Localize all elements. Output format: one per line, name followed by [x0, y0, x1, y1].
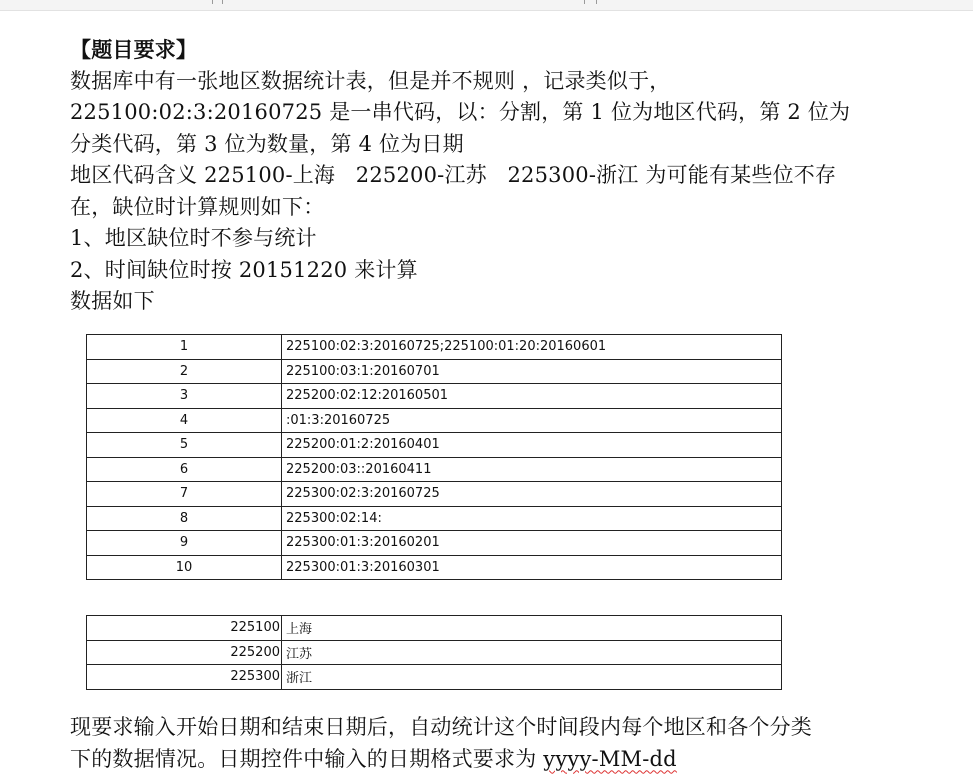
records-table — [86, 334, 782, 580]
date-format-text: yyyy-MM-dd — [543, 746, 677, 771]
record-value: 225200:01:2:20160401 — [282, 433, 782, 458]
table-row — [87, 640, 782, 665]
table-row — [87, 555, 782, 580]
table-row — [87, 433, 782, 458]
record-value: 225200:02:12:20160501 — [282, 384, 782, 409]
ruler-tick — [212, 0, 213, 4]
region-name: 浙江 — [282, 665, 782, 690]
table-row — [87, 359, 782, 384]
ruler-bar — [0, 0, 973, 11]
closing-line-prefix: 下的数据情况。日期控件中输入的日期格式要求为 — [70, 746, 544, 771]
table-row — [87, 506, 782, 531]
record-value: 225300:01:3:20160301 — [282, 555, 782, 580]
region-code: 225100 — [87, 616, 282, 641]
record-value: 225100:03:1:20160701 — [282, 359, 782, 384]
region-code: 225200 — [87, 640, 282, 665]
record-id: 8 — [87, 506, 282, 531]
table-row — [87, 665, 782, 690]
record-id: 6 — [87, 457, 282, 482]
table-row — [87, 457, 782, 482]
table-row — [87, 384, 782, 409]
ruler-tick — [222, 0, 223, 4]
table-row — [87, 616, 782, 641]
intro-line: 地区代码含义 225100-上海 225200-江苏 225300-浙江 为可能有某些位不存 — [70, 163, 837, 187]
intro-line: 2、时间缺位时按 20151220 来计算 — [70, 257, 418, 282]
region-name: 上海 — [282, 616, 782, 641]
record-id: 10 — [87, 555, 282, 580]
table-row — [87, 482, 782, 507]
closing-paragraph — [70, 712, 950, 775]
record-id: 7 — [87, 482, 282, 507]
table-row — [87, 531, 782, 556]
record-id: 2 — [87, 359, 282, 384]
record-id: 4 — [87, 408, 282, 433]
record-value: 225100:02:3:20160725;225100:01:20:20160601 — [282, 335, 782, 360]
closing-line: 现要求输入开始日期和结束日期后，自动统计这个时间段内每个地区和各个分类 — [70, 715, 812, 739]
intro-line: 在，缺位时计算规则如下： — [70, 194, 325, 219]
intro-line: 数据库中有一张地区数据统计表，但是并不规则 ，记录类似于， — [70, 68, 671, 93]
record-id: 1 — [87, 335, 282, 360]
region-code: 225300 — [87, 665, 282, 690]
closing-line — [70, 744, 950, 776]
record-value: :01:3:20160725 — [282, 408, 782, 433]
ruler-tick — [596, 0, 597, 4]
record-value: 225200:03::20160411 — [282, 457, 782, 482]
record-value: 225300:02:3:20160725 — [282, 482, 782, 507]
section-heading: 【题目要求】 — [70, 37, 198, 62]
record-id: 5 — [87, 433, 282, 458]
record-id: 9 — [87, 531, 282, 556]
intro-line: 1、地区缺位时不参与统计 — [70, 226, 317, 250]
region-table — [86, 615, 782, 690]
document-body — [70, 34, 950, 318]
ruler-tick — [584, 0, 585, 4]
record-value: 225300:01:3:20160201 — [282, 531, 782, 556]
table-row — [87, 408, 782, 433]
intro-line: 数据如下 — [70, 289, 155, 313]
record-id: 3 — [87, 384, 282, 409]
table-row — [87, 335, 782, 360]
intro-line: 225100:02:3:20160725 是一串代码，以：分割，第 1 位为地区代码，第 2 位为 — [70, 100, 851, 124]
region-name: 江苏 — [282, 640, 782, 665]
intro-line: 分类代码，第 3 位为数量，第 4 位为日期 — [70, 131, 464, 156]
record-value: 225300:02:14: — [282, 506, 782, 531]
